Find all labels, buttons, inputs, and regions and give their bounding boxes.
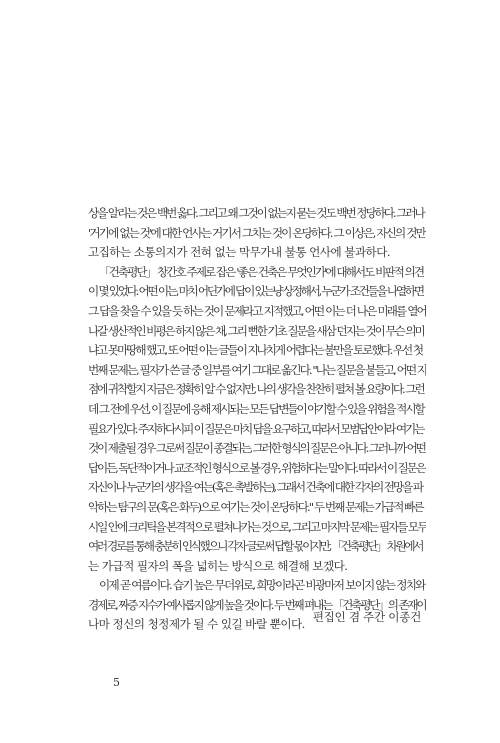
text-line: 필요가 있다. 주지하다시피 이 질문은 마치 답을 요구하고, 따라서 모범답안이라 여기는 (88, 421, 424, 436)
text-line: 경제로, 짜증 지수가 예사롭지 않게 높을 것이다. 두 번째 펴내는 「건축평단」의 존재이 (88, 597, 426, 612)
text-line: '거기에 없는 것'에 대한 언사는 거기서 그치는 것이 온당하다. 그 이상은, 자신의 것만 (88, 225, 425, 240)
text-line: 나갈 생산적인 비평은 하지 않은 채, 그리 뻔한 기초 질문을 새삼 던지는 것이 무슨 의미 (88, 323, 424, 338)
text-line: 이 몇 있었다. 어떤 이는, 마치 어딘가에 답이 있는냥 상정해서, 누군가 조건들을 나열하면 (88, 284, 423, 299)
text-line: 번째 문제는, 필자가 쓴 글 중 일부를 여기 그대로 옮긴다. "나는 질문을 붙들고, 어떤 지 (88, 362, 426, 377)
text-line: 점에 귀착할지 지금은 정확히 알 수 없지만, 나의 생각을 찬찬히 펼쳐 볼 요량이다. 그런 (88, 382, 424, 397)
text-line: 냐고 못마땅해 했고, 또 어떤 이는 글들이 지나치게 어렵다는 불만을 토로했다. 우선 첫 (88, 343, 422, 358)
paragraph-start-line: 이제 곧 여름이다. 습기 높은 무더위로, 희망이라곤 비광마저 보이지 않는 정치와 (99, 578, 425, 593)
text-line: 나마 정신의 청정제가 될 수 있길 바랄 뿐이다. (88, 617, 305, 632)
text-line: 것이 제출될 경우 그로써 질문이 종결되는, 그러한 형식의 질문은 아니다. 그러니까 어떤 (88, 441, 425, 456)
body-text (88, 204, 426, 635)
paragraph-start-line: 「건축평단」 창간호 주제로 잡은 '좋은 건축은 무엇인가'에 대해서도 비판적 의견 (99, 264, 424, 279)
text-line: 답이든, 독단적이거나 교조적인 형식으로 볼 경우, 위험하다는 말이다. 따라서 이 질문은 (88, 460, 425, 475)
text-line: 그 답을 찾을 수 있을 듯 하는 것이 문제라고 지적했고, 어떤 이는 더 나은 미래를 열어 (88, 303, 426, 318)
editor-signature: 편집인 겸 주간 이종건 (312, 610, 421, 624)
text-line: 악하는 탐구의 문(혹은 화두)으로 여기는 것이 온당하다." 두 번째 문제는 가급적 빠른 (88, 499, 423, 514)
text-line: 는 가급적 필자의 폭을 넓히는 방식으로 해결해 보겠다. (88, 558, 348, 573)
text-line: 데 그 전에 우선, 이 질문에 응해 제시되는 모든 답변들이 야기할 수 있을 위험을 적시할 (88, 401, 424, 416)
text-line: 상을 알리는 것은 백번 옳다. 그리고 왜 그것이 없는지 묻는 것도 백번 정당하다. 그러나 (88, 206, 424, 220)
text-line: 여러 경로를 통해 충분히 인식했으니 각자 글로써 답할 몫이지만, 「건축평단」 차원에서 (88, 539, 423, 554)
text-line: 시일 안에 크리틱을 본격적으로 펼쳐나가는 것으로, 그리고 마지막 문제는 필자들 모두 (88, 519, 426, 534)
text-line: 고집하는 소통의지가 전혀 없는 막무가내 불통 언사에 불과하다. (88, 245, 390, 260)
page-number: 5 (113, 676, 120, 689)
text-line: 자신이나 누군가의 생각을 여는(혹은 촉발하는), 그래서 건축에 대한 각자의 전망을 파 (88, 480, 423, 495)
